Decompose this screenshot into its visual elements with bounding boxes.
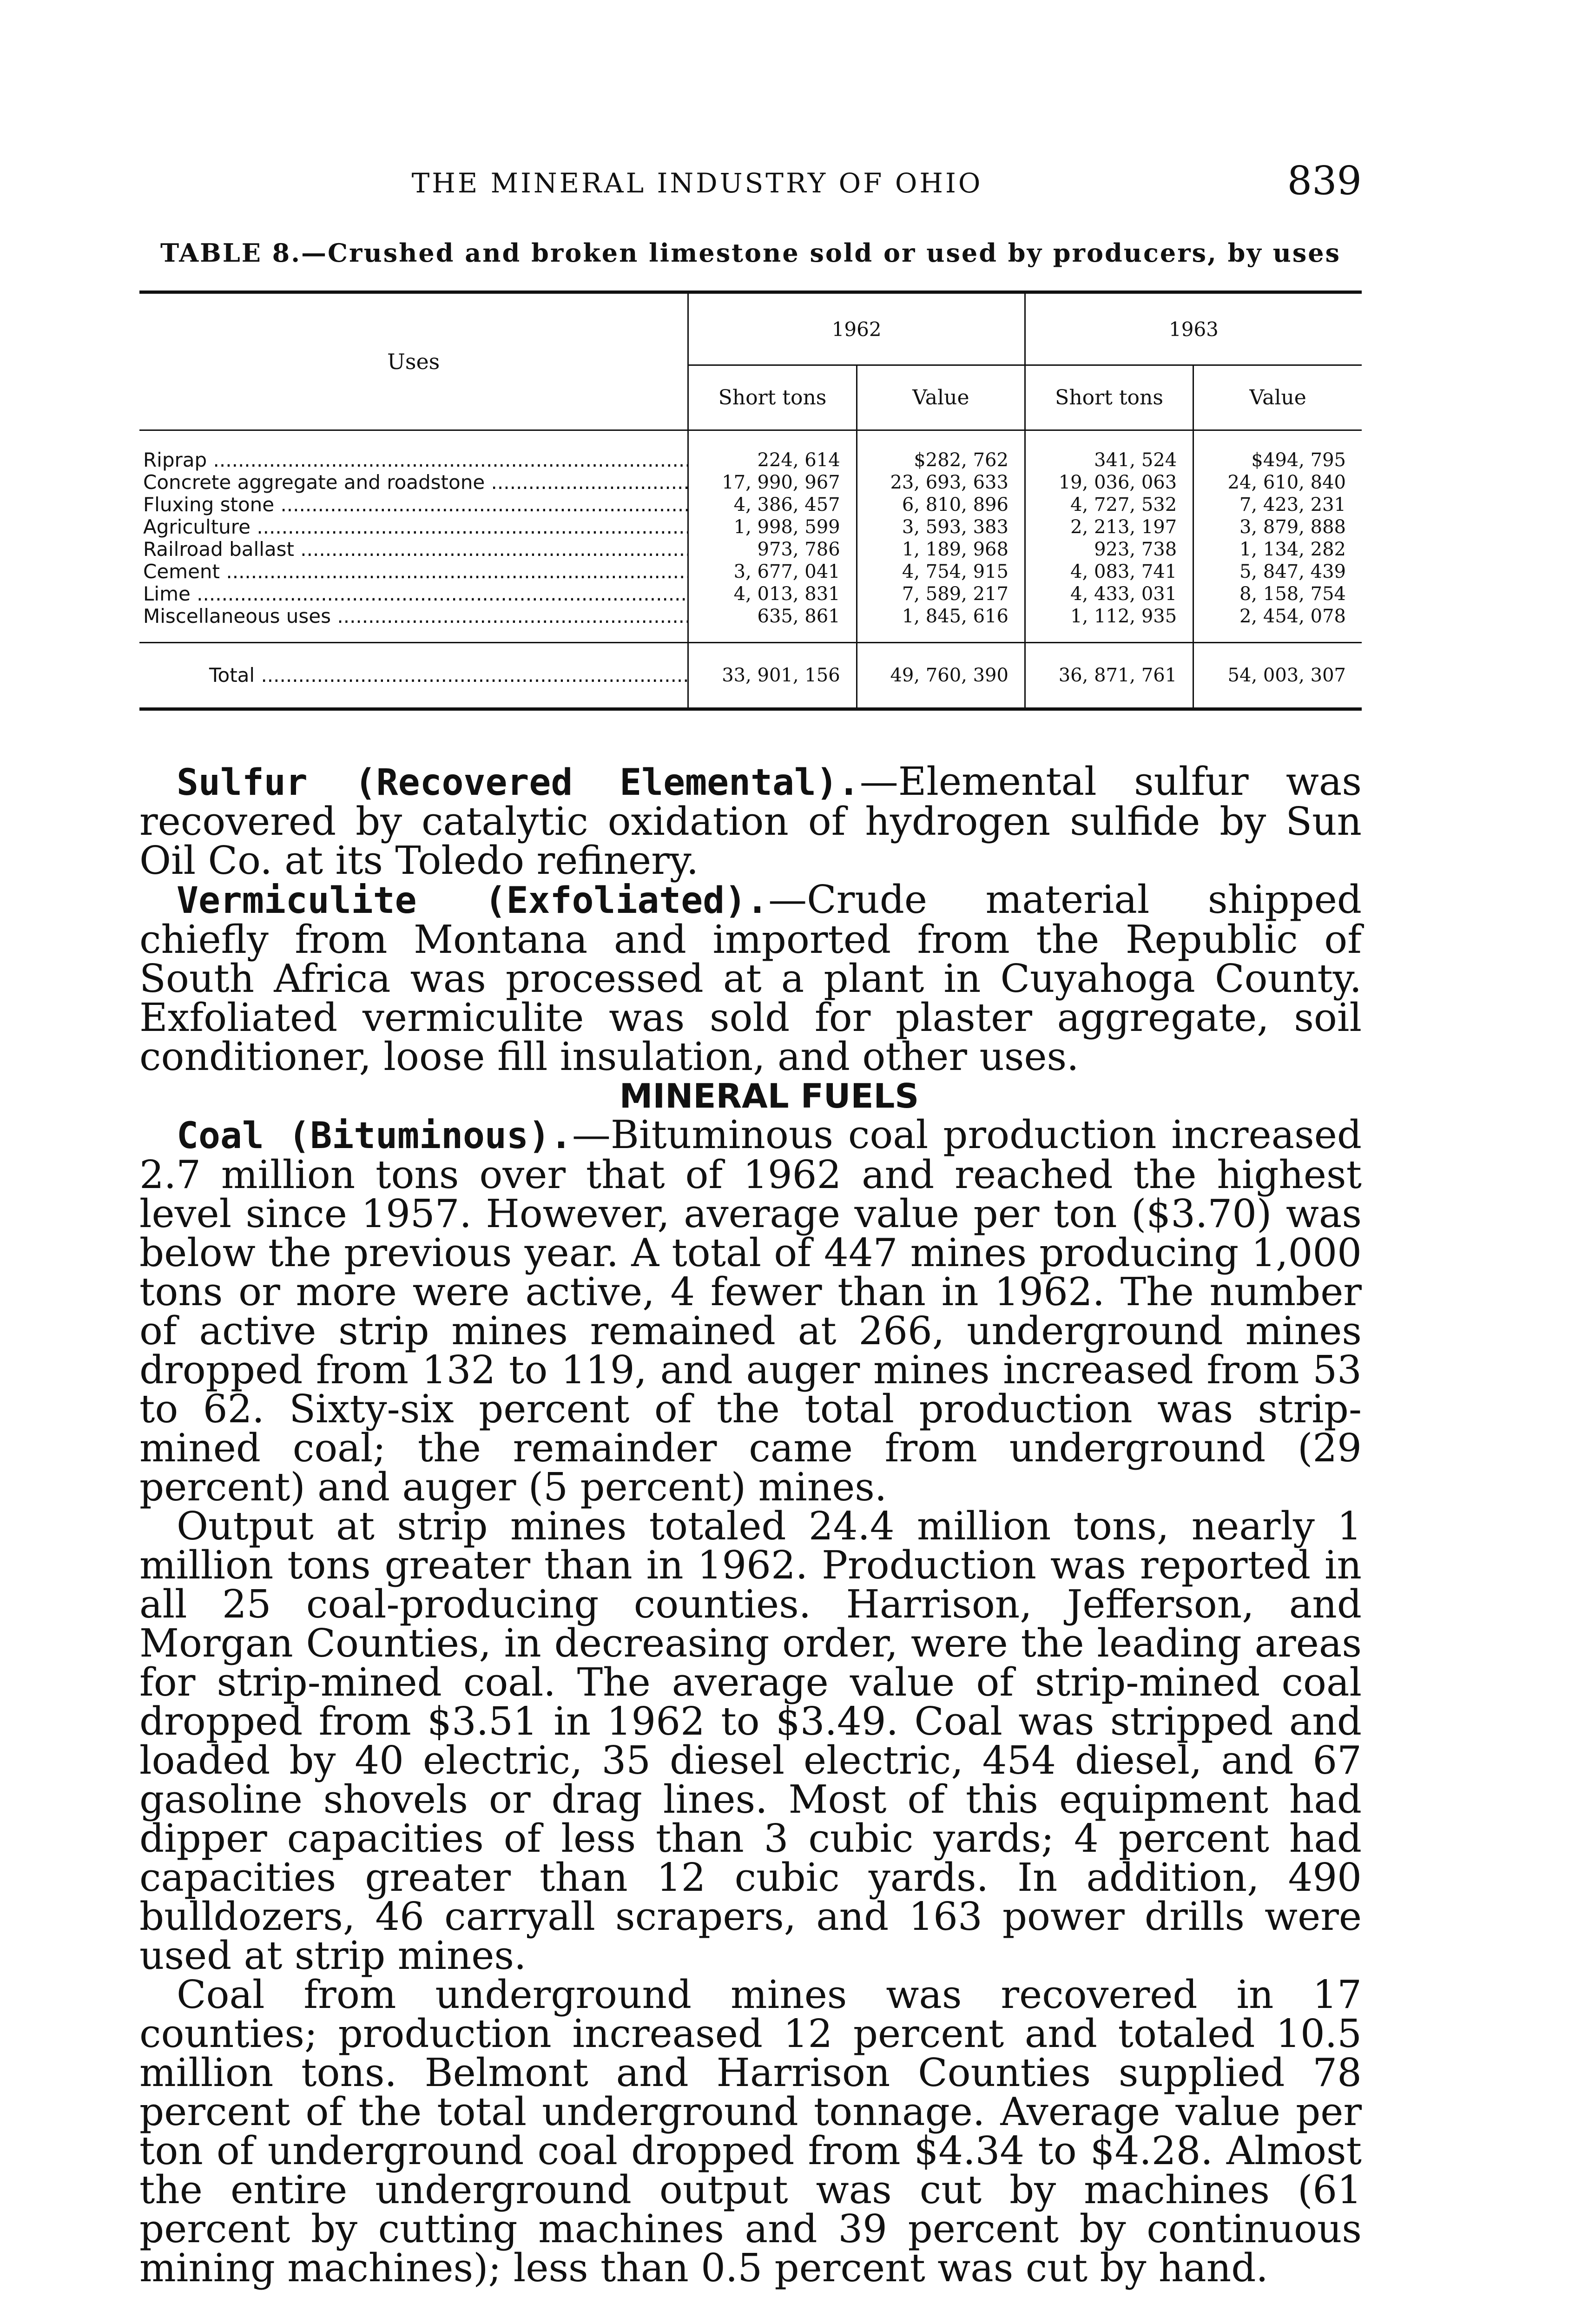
running-head: THE MINERAL INDUSTRY OF OHIO [411,167,983,199]
coal-text: —Bituminous coal production increased 2.7 million tons over that of 1962 and reached the highest level since 1957. However, average value per ton ($3.70) was below the previous year. A total of 447 mines producing 1,000 tons or more were active, 4 fewer than in 1962. The number of active strip mines remained at 266, underground mines dropped from 132 to 119, and auger mines increased from 53 to 62. Sixty-six percent of the total production was strip-mined coal; the remainder came from underground (29 percent) and auger (5 percent) mines. [139,1112,1362,1510]
total-tons-1963: 36, 871, 761 [1025,643,1193,709]
value-1962-cell: 7, 589, 217 [857,583,1025,605]
total-tons-1962: 33, 901, 156 [688,643,857,709]
strip-mines-paragraph: Output at strip mines totaled 24.4 million tons, nearly 1 million tons greater than in 1962. Production was reported in all 25 coal-producing counties. Harrison, Jefferson, and Morgan Counties, in decreasing order, were the leading areas for strip-mined coal. The average value of strip-mined coal dropped from $3.51 in 1962 to $3.49. Coal was stripped and loaded by 40 electric, 35 diesel electric, 454 diesel, and 67 gasoline shovels or drag lines. Most of this equipment had dipper capacities of less than 3 cubic yards; 4 percent had capacities greater than 12 cubic yards. In addition, 490 bulldozers, 46 carryall scrapers, and 163 power drills were used at strip mines. [139,1504,1362,1978]
total-label: Total ..... [139,643,688,709]
tons-1963-cell: 1, 112, 935 [1025,605,1193,643]
sulfur-text: —Elemental sulfur was recovered by catalytic oxidation of hydrogen sulfide by Sun Oil Co. at its Toledo refinery. [139,759,1362,883]
value-1962-cell: 4, 754, 915 [857,561,1025,583]
tons-1963-cell: 341, 524 [1025,430,1193,472]
column-header-short-tons-1963: Short tons [1025,365,1193,430]
table-row [139,538,1362,561]
tons-1962-cell: 4, 386, 457 [688,494,857,516]
tons-1962-cell: 3, 677, 041 [688,561,857,583]
use-label: Miscellaneous uses ..... [139,605,688,643]
use-label: Concrete aggregate and roadstone ..... [139,471,688,494]
column-header-value-1963: Value [1193,365,1362,430]
use-label: Agriculture ..... [139,516,688,538]
tons-1962-cell: 4, 013, 831 [688,583,857,605]
value-1963-cell: 3, 879, 888 [1193,516,1362,538]
total-value-1962: 49, 760, 390 [857,643,1025,709]
table-row [139,605,1362,643]
value-1963-cell: $494, 795 [1193,430,1362,472]
value-1962-cell: $282, 762 [857,430,1025,472]
column-header-value-1962: Value [857,365,1025,430]
table-row [139,516,1362,538]
page-number: 839 [1287,158,1362,204]
tons-1963-cell: 4, 727, 532 [1025,494,1193,516]
section-heading: MINERAL FUELS [619,1076,919,1116]
vermiculite-text: —Crude material shipped chiefly from Montana and imported from the Republic of South Africa was processed at a plant in Cuyahoga County. Exfoliated vermiculite was sold for plaster aggregate, soil conditioner, loose fill insulation, and other uses. [139,877,1362,1079]
tons-1963-cell: 4, 433, 031 [1025,583,1193,605]
table-row [139,494,1362,516]
value-1963-cell: 2, 454, 078 [1193,605,1362,643]
total-value-1963: 54, 003, 307 [1193,643,1362,709]
sulfur-paragraph [139,759,1362,883]
vermiculite-paragraph [139,877,1362,1079]
value-1962-cell: 1, 189, 968 [857,538,1025,561]
body-text [139,759,1362,2291]
limestone-table-container [139,290,1362,711]
table-row [139,583,1362,605]
value-1963-cell: 24, 610, 840 [1193,471,1362,494]
coal-lead: Coal (Bituminous). [177,1115,572,1157]
year-header-1962: 1962 [688,292,1025,365]
table-row [139,430,1362,472]
value-1963-cell: 7, 423, 231 [1193,494,1362,516]
value-1962-cell: 23, 693, 633 [857,471,1025,494]
value-1962-cell: 6, 810, 896 [857,494,1025,516]
vermiculite-lead: Vermiculite (Exfoliated). [177,880,769,922]
tons-1962-cell: 973, 786 [688,538,857,561]
tons-1963-cell: 19, 036, 063 [1025,471,1193,494]
value-1962-cell: 1, 845, 616 [857,605,1025,643]
value-1962-cell: 3, 593, 383 [857,516,1025,538]
column-header-short-tons-1962: Short tons [688,365,857,430]
sulfur-lead: Sulfur (Recovered Elemental). [177,762,860,804]
tons-1962-cell: 1, 998, 599 [688,516,857,538]
value-1963-cell: 1, 134, 282 [1193,538,1362,561]
tons-1963-cell: 923, 738 [1025,538,1193,561]
page-header [139,158,1362,209]
use-label: Lime ..... [139,583,688,605]
use-label: Railroad ballast ..... [139,538,688,561]
table-total-row [139,643,1362,709]
value-1963-cell: 8, 158, 754 [1193,583,1362,605]
coal-paragraph [139,1112,1362,1510]
value-1963-cell: 5, 847, 439 [1193,561,1362,583]
use-label: Fluxing stone ..... [139,494,688,516]
tons-1963-cell: 4, 083, 741 [1025,561,1193,583]
year-header-1963: 1963 [1025,292,1362,365]
tons-1962-cell: 224, 614 [688,430,857,472]
tons-1962-cell: 635, 861 [688,605,857,643]
limestone-uses-table [139,290,1362,711]
underground-mines-paragraph: Coal from underground mines was recovered in 17 counties; production increased 12 percent and totaled 10.5 million tons. Belmont and Harrison Counties supplied 78 percent of the total underground tonnage. Average value per ton of underground coal dropped from $4.34 to $4.28. Almost the entire underground output was cut by machines (61 percent by cutting machines and 39 percent by continuous mining machines); less than 0.5 percent was cut by hand. [139,1972,1362,2291]
table-caption: TABLE 8.—Crushed and broken limestone sold or used by producers, by uses [160,238,1341,268]
use-label: Riprap ..... [139,430,688,472]
use-label: Cement ..... [139,561,688,583]
table-row [139,471,1362,494]
tons-1963-cell: 2, 213, 197 [1025,516,1193,538]
table-row [139,561,1362,583]
uses-column-header: Uses [139,292,688,430]
tons-1962-cell: 17, 990, 967 [688,471,857,494]
